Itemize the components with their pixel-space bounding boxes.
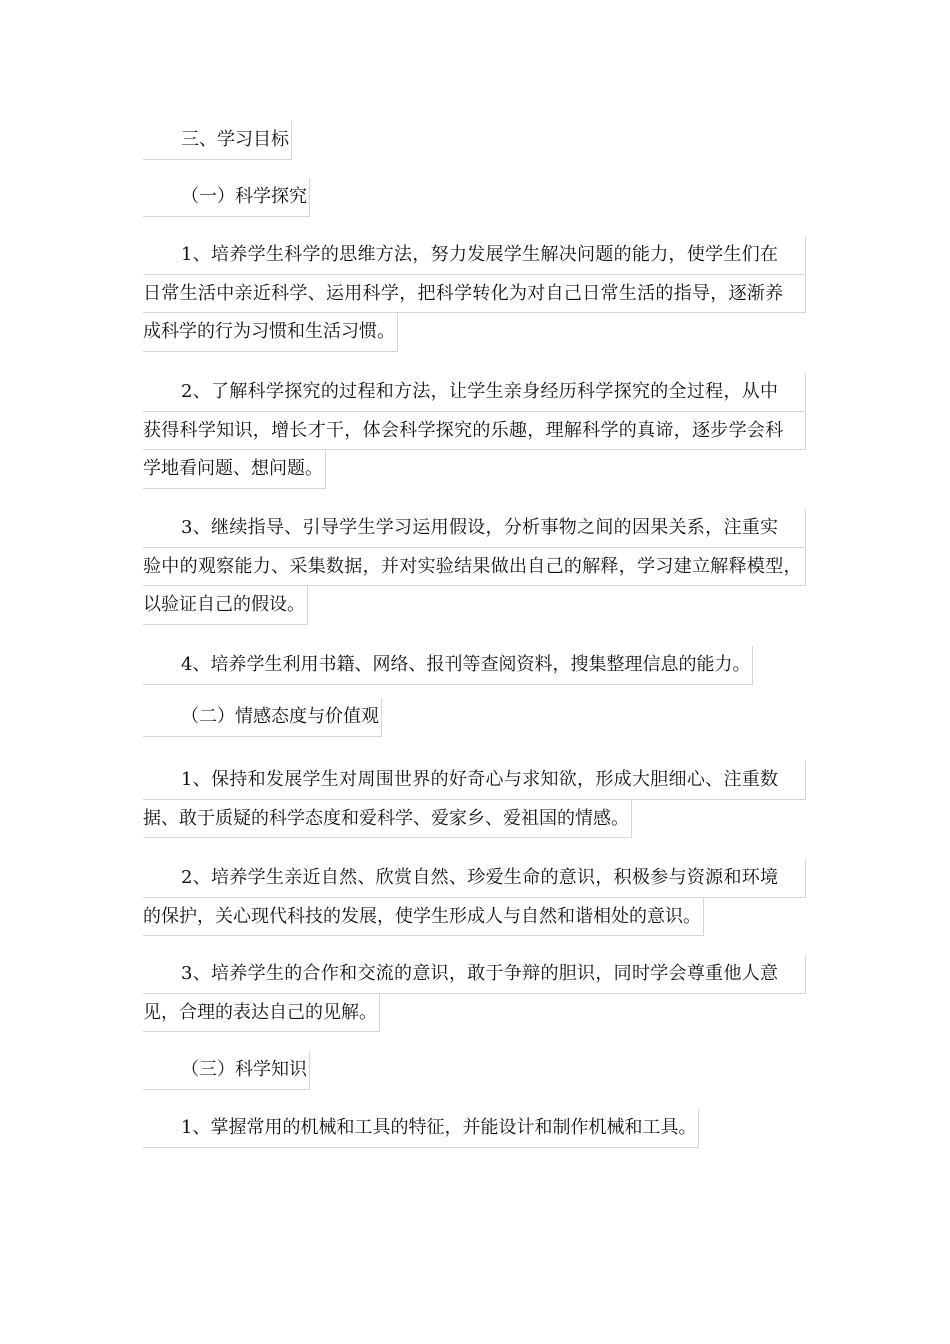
paragraph-line: 3、继续指导、引导学生学习运用假设，分析事物之间的因果关系，注重实 — [143, 509, 806, 548]
paragraph-line: 1、保持和发展学生对周围世界的好奇心与求知欲，形成大胆细心、注重数 — [143, 761, 806, 800]
subsection-heading-block — [143, 178, 310, 217]
paragraph-line: 1、掌握常用的机械和工具的特征，并能设计和制作机械和工具。 — [143, 1109, 699, 1148]
subsection-heading-science-inquiry: （一）科学探究 — [143, 178, 310, 217]
paragraph-line: 获得科学知识，增长才干，体会科学探究的乐趣，理解科学的真谛，逐步学会科 — [143, 412, 806, 451]
paragraph — [143, 373, 806, 489]
paragraph — [143, 859, 806, 936]
paragraph — [143, 509, 806, 625]
section-title: 三、学习目标 — [143, 121, 292, 160]
paragraph — [143, 1109, 699, 1148]
paragraph-line: 2、培养学生亲近自然、欣赏自然、珍爱生命的意识，积极参与资源和环境 — [143, 859, 806, 898]
paragraph — [143, 955, 806, 1032]
subsection-heading-science-knowledge: （三）科学知识 — [143, 1051, 310, 1090]
paragraph-line: 学地看问题、想问题。 — [143, 450, 326, 489]
paragraph-line: 1、培养学生科学的思维方法，努力发展学生解决问题的能力，使学生们在 — [143, 236, 806, 275]
subsection-heading-block — [143, 698, 382, 737]
paragraph-line: 成科学的行为习惯和生活习惯。 — [143, 313, 398, 352]
paragraph-line: 的保护，关心现代科技的发展，使学生形成人与自然和谐相处的意识。 — [143, 898, 704, 937]
paragraph-line: 3、培养学生的合作和交流的意识，敢于争辩的胆识，同时学会尊重他人意 — [143, 955, 806, 994]
paragraph — [143, 761, 806, 838]
subsection-heading-attitude-values: （二）情感态度与价值观 — [143, 698, 382, 737]
paragraph-line: 见，合理的表达自己的见解。 — [143, 994, 380, 1033]
paragraph-line: 4、培养学生利用书籍、网络、报刊等查阅资料，搜集整理信息的能力。 — [143, 646, 753, 685]
paragraph-line: 以验证自己的假设。 — [143, 586, 308, 625]
paragraph — [143, 236, 806, 352]
paragraph-line: 据、敢于质疑的科学态度和爱科学、爱家乡、爱祖国的情感。 — [143, 800, 632, 839]
paragraph-line: 2、了解科学探究的过程和方法，让学生亲身经历科学探究的全过程，从中 — [143, 373, 806, 412]
paragraph-line: 日常生活中亲近科学、运用科学，把科学转化为对自己日常生活的指导，逐渐养 — [143, 275, 806, 314]
section-title-block — [143, 121, 292, 160]
subsection-heading-block — [143, 1051, 310, 1090]
paragraph — [143, 646, 753, 685]
paragraph-line: 验中的观察能力、采集数据，并对实验结果做出自己的解释，学习建立解释模型， — [143, 548, 806, 587]
